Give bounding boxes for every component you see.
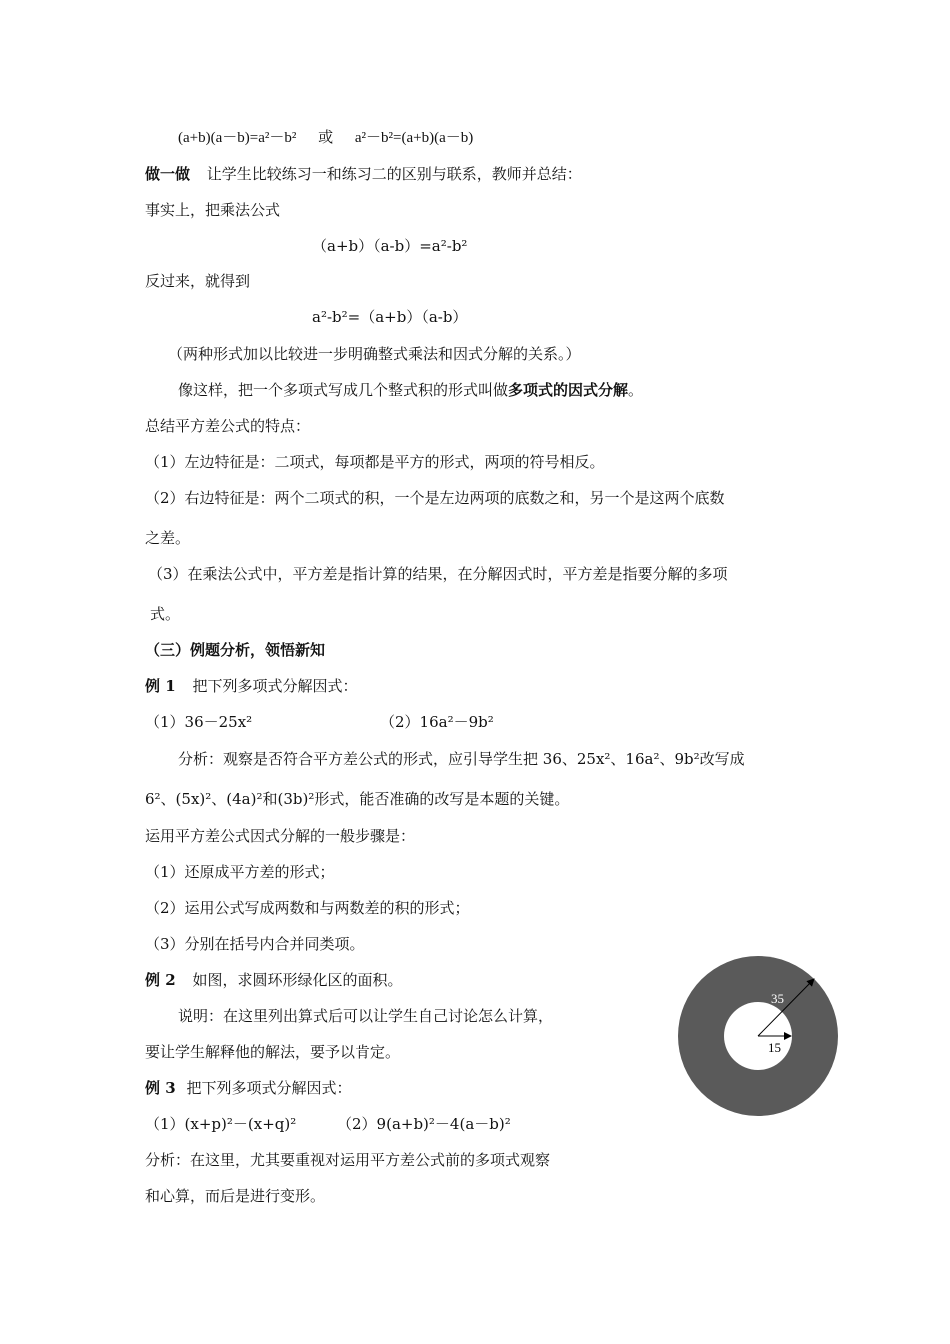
feature-2-line-b: 之差。 [145,529,191,547]
example-1-text: 把下列多项式分解因式： [192,677,358,695]
annulus-figure [673,951,843,1121]
example-3-analysis-a: 分析：在这里，尤其要重视对运用平方差公式前的多项式观察 [145,1151,551,1169]
steps-title: 运用平方差公式因式分解的一般步骤是： [145,827,416,845]
feature-3-line-a: （3）在乘法公式中，平方差是指计算的结果，在分解因式时，平方差是指要分解的多项 [148,565,728,583]
step-2: （2）运用公式写成两数和与两数差的积的形式； [145,899,470,917]
example-3-analysis-b: 和心算，而后是进行变形。 [145,1187,326,1205]
example-1-label: 例 1 [145,677,176,695]
summary-title: 总结平方差公式的特点： [145,417,311,435]
example-2-label: 例 2 [145,971,176,989]
fact-line: 事实上，把乘法公式 [145,201,281,219]
example-3-problem-1: （1）(x+p)²－(x+q)² [145,1115,297,1133]
outer-radius-label: 35 [771,991,784,1006]
example-1-problem-2: （2）16a²－9b² [380,713,494,731]
reverse-line: 反过来，就得到 [145,272,251,290]
formula-factorization: a²-b²=（a+b）（a-b） [312,308,468,326]
identity-formula-1: (a+b)(a－b)=a²－b² [178,130,297,146]
example-2-text: 如图，求圆环形绿化区的面积。 [192,971,403,989]
example-2-line [145,970,402,990]
example-3-label: 例 3 [145,1079,176,1097]
identity-line [178,128,473,148]
example-2-note-b: 要让学生解释他的解法，要予以肯定。 [145,1043,401,1061]
example-3-problem-2: （2）9(a+b)²－4(a－b)² [337,1115,511,1133]
tryit-label: 做一做 [145,165,191,183]
inner-radius-label: 15 [768,1040,781,1055]
definition-line [178,380,643,400]
definition-term: 多项式的因式分解 [508,381,629,399]
tryit-line [145,164,582,184]
example-1-line [145,676,357,696]
definition-prefix: 像这样，把一个多项式写成几个整式积的形式叫做 [178,381,509,399]
example-1-analysis-b: 6²、(5x)²、(4a)²和(3b)²形式，能否准确的改写是本题的关键。 [145,790,570,808]
step-1: （1）还原成平方差的形式； [145,863,335,881]
tryit-text: 让学生比较练习一和练习二的区别与联系，教师并总结： [206,165,582,183]
feature-1: （1）左边特征是：二项式，每项都是平方的形式，两项的符号相反。 [145,453,605,471]
example-3-text: 把下列多项式分解因式： [186,1079,352,1097]
section-heading: （三）例题分析，领悟新知 [145,641,326,659]
example-1-problem-1: （1）36－25x² [145,713,253,731]
step-3: （3）分别在括号内合并同类项。 [145,935,365,953]
identity-formula-2: a²－b²=(a+b)(a－b) [354,130,474,146]
compare-note: （两种形式加以比较进一步明确整式乘法和因式分解的关系。） [168,345,581,363]
formula-multiplication: （a+b）（a-b）=a²-b² [312,237,468,255]
example-1-analysis-a: 分析：观察是否符合平方差公式的形式，应引导学生把 36、25x²、16a²、9b²改写成 [178,750,745,768]
feature-3-line-b: 式。 [150,605,181,623]
example-3-line [145,1078,351,1098]
definition-suffix: 。 [628,381,644,399]
example-2-note-a: 说明：在这里列出算式后可以让学生自己讨论怎么计算， [178,1007,554,1025]
feature-2-line-a: （2）右边特征是：两个二项式的积，一个是左边两项的底数之和，另一个是这两个底数 [145,489,725,507]
identity-or: 或 [318,130,334,146]
